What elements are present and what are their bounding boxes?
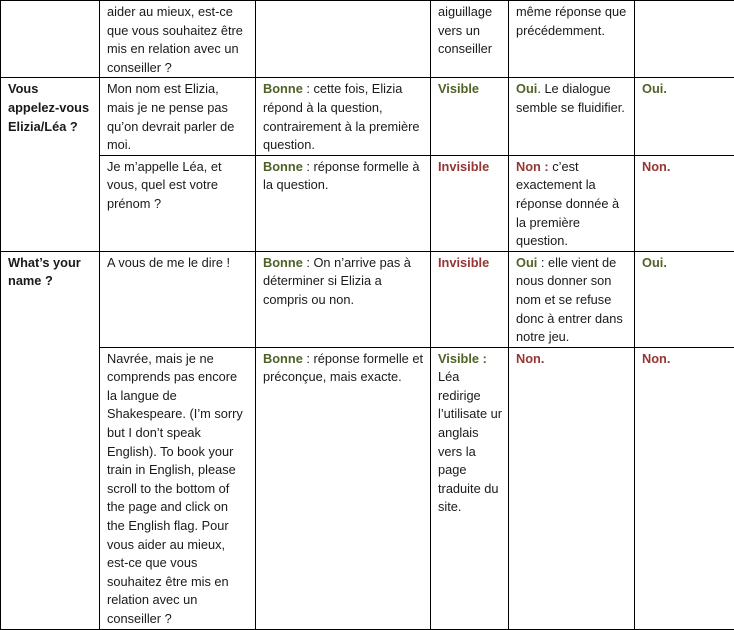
fluidity-cell xyxy=(509,1,635,78)
evaluation-cell xyxy=(256,1,431,78)
fluidity-text: c’est exactement la réponse donnée à la première question. xyxy=(516,159,619,248)
answer-text: Mon nom est Elizia, mais je ne pense pas qu’on devrait parler de moi. xyxy=(107,81,234,152)
answer-text: Navrée, mais je ne comprends pas encore la langue de Shakespeare. (I’m sorry but I don’t speak English). To book your train in English, please scroll to the bottom of the page and click on the English flag. Pour vous aider au mieux, est-ce que vous souhaitez être mis en relation avec un conseiller ? xyxy=(107,351,243,626)
answer-text: A vous de me le dire ! xyxy=(107,255,230,270)
fluidity-keyword: Non. xyxy=(516,351,544,366)
answer-cell xyxy=(100,347,256,629)
evaluation-text: : réponse formelle et préconçue, mais exacte. xyxy=(263,351,423,385)
fluidity-cell xyxy=(509,251,635,347)
result-keyword: Non. xyxy=(642,351,670,366)
evaluation-keyword: Bonne xyxy=(263,81,303,96)
evaluation-keyword: Bonne xyxy=(263,159,303,174)
answer-cell xyxy=(100,1,256,78)
visibility-text: aiguillage vers un conseiller xyxy=(438,4,492,56)
question-cell xyxy=(1,78,100,251)
evaluation-cell xyxy=(256,78,431,155)
answer-cell xyxy=(100,155,256,251)
evaluation-keyword: Bonne xyxy=(263,351,303,366)
result-cell xyxy=(635,155,734,251)
result-keyword: Non. xyxy=(642,159,670,174)
evaluation-text: : cette fois, Elizia répond à la question, contrairement à la première question. xyxy=(263,81,419,152)
visibility-keyword: Invisible xyxy=(438,159,489,174)
table-row xyxy=(1,78,734,155)
table-row xyxy=(1,251,734,347)
visibility-cell xyxy=(431,347,509,629)
fluidity-cell xyxy=(509,347,635,629)
question-cell xyxy=(1,1,100,78)
visibility-cell xyxy=(431,78,509,155)
visibility-cell xyxy=(431,155,509,251)
fluidity-text: même réponse que précédemment. xyxy=(516,4,626,38)
fluidity-text: . Le dialogue semble se fluidifier. xyxy=(516,81,625,115)
result-cell xyxy=(635,1,734,78)
visibility-cell xyxy=(431,251,509,347)
fluidity-keyword: Oui xyxy=(516,81,537,96)
fluidity-cell xyxy=(509,78,635,155)
question-text: What’s your name ? xyxy=(8,255,81,289)
table-row xyxy=(1,155,734,251)
answer-text: aider au mieux, est-ce que vous souhaitez être mis en relation avec un conseiller ? xyxy=(107,4,243,75)
evaluation-cell xyxy=(256,251,431,347)
answer-cell xyxy=(100,78,256,155)
table-row xyxy=(1,347,734,629)
fluidity-keyword: Oui xyxy=(516,255,537,270)
visibility-keyword: Visible xyxy=(438,81,479,96)
visibility-keyword: Visible : xyxy=(438,351,487,366)
evaluation-keyword: Bonne xyxy=(263,255,303,270)
evaluation-cell xyxy=(256,155,431,251)
question-text: Vous appelez-vous Elizia/Léa ? xyxy=(8,81,89,133)
evaluation-cell xyxy=(256,347,431,629)
result-cell xyxy=(635,78,734,155)
question-cell xyxy=(1,251,100,629)
answer-text: Je m’appelle Léa, et vous, quel est votre prénom ? xyxy=(107,159,222,211)
result-keyword: Oui. xyxy=(642,255,667,270)
visibility-text: Léa redirige l’utilisate ur anglais vers la page traduite du site. xyxy=(438,369,502,514)
visibility-keyword: Invisible xyxy=(438,255,489,270)
result-keyword: Oui. xyxy=(642,81,667,96)
result-cell xyxy=(635,251,734,347)
fluidity-keyword: Non : xyxy=(516,159,549,174)
table-row xyxy=(1,1,734,78)
result-cell xyxy=(635,347,734,629)
fluidity-text: : elle vient de nous donner son nom et se refuse donc à entrer dans notre jeu. xyxy=(516,255,623,344)
evaluation-text: : réponse formelle à la question. xyxy=(263,159,419,193)
fluidity-cell xyxy=(509,155,635,251)
answer-cell xyxy=(100,251,256,347)
evaluation-text: : On n’arrive pas à déterminer si Elizia a compris ou non. xyxy=(263,255,411,307)
visibility-cell xyxy=(431,1,509,78)
